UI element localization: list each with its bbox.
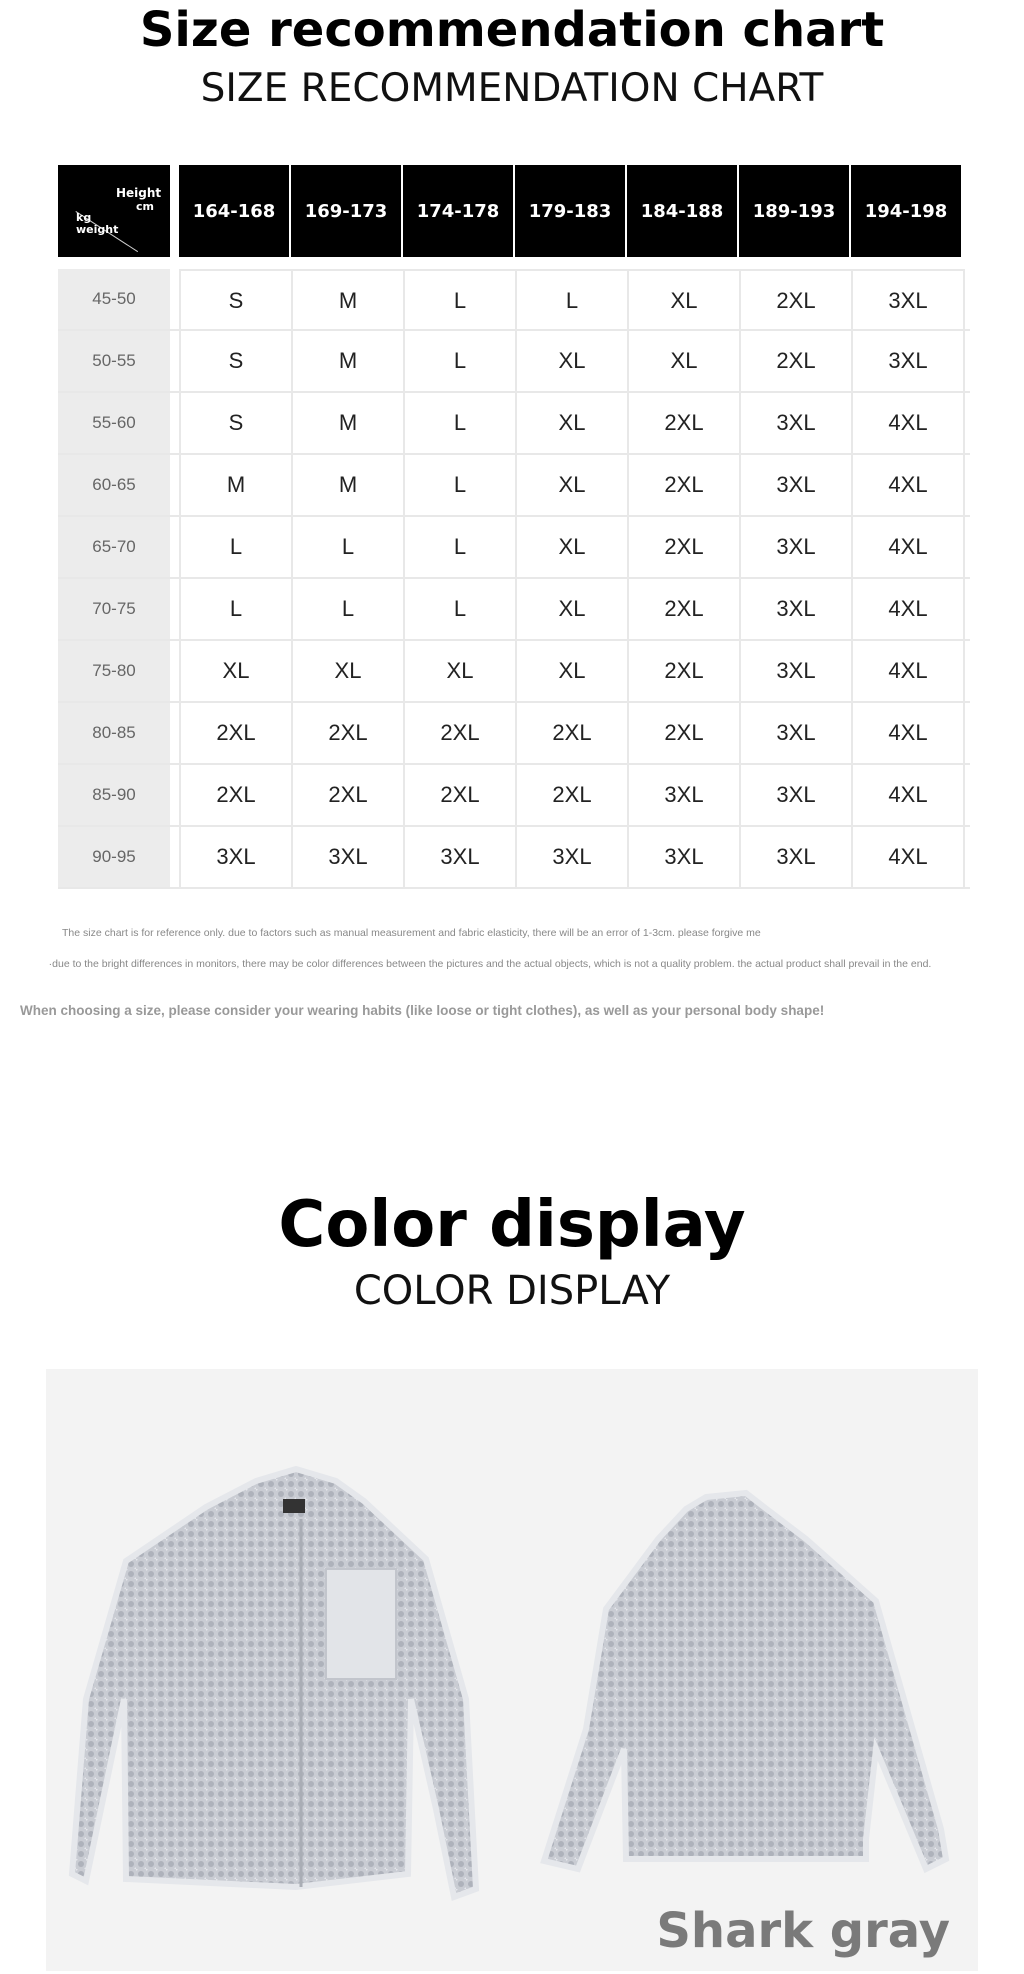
color-display-title: Color display bbox=[278, 1188, 746, 1262]
size-cell: 2XL bbox=[179, 765, 293, 825]
table-row bbox=[58, 455, 970, 517]
weight-row-header: 60-65 bbox=[58, 455, 170, 515]
size-cell: 2XL bbox=[629, 393, 741, 453]
table-row bbox=[58, 703, 970, 765]
size-note-measurement: The size chart is for reference only. due to factors such as manual measurement and fabric elasticity, there will be an error of 1-3cm. please forgive me bbox=[62, 927, 761, 939]
size-cell: M bbox=[293, 269, 405, 331]
size-cell: 2XL bbox=[405, 765, 517, 825]
size-cell: 2XL bbox=[629, 517, 741, 577]
size-cell: 2XL bbox=[741, 331, 853, 391]
size-cell: XL bbox=[517, 641, 629, 701]
size-cell: 3XL bbox=[517, 827, 629, 887]
size-cell: XL bbox=[629, 269, 741, 331]
size-cell: 2XL bbox=[629, 455, 741, 515]
size-cell: 2XL bbox=[517, 703, 629, 763]
size-cell: 4XL bbox=[853, 517, 965, 577]
size-cell: 2XL bbox=[293, 765, 405, 825]
product-photo bbox=[46, 1369, 978, 1971]
size-cell: 4XL bbox=[853, 641, 965, 701]
height-unit: cm bbox=[136, 200, 154, 213]
jacket-front bbox=[72, 1469, 476, 1897]
size-chart-subtitle: SIZE RECOMMENDATION CHART bbox=[200, 66, 824, 111]
size-cell: M bbox=[293, 331, 405, 391]
size-cell: L bbox=[405, 455, 517, 515]
weight-label: weight bbox=[76, 223, 119, 236]
table-row bbox=[58, 331, 970, 393]
size-cell: L bbox=[517, 269, 629, 331]
size-cell: 4XL bbox=[853, 455, 965, 515]
size-cell: 2XL bbox=[741, 269, 853, 331]
size-cell: XL bbox=[517, 455, 629, 515]
size-cell: M bbox=[293, 455, 405, 515]
size-cell: L bbox=[405, 579, 517, 639]
size-cell: 3XL bbox=[741, 703, 853, 763]
size-cell: S bbox=[179, 269, 293, 331]
height-label: Height bbox=[116, 186, 162, 200]
size-cell: XL bbox=[517, 579, 629, 639]
size-cell: S bbox=[179, 393, 293, 453]
weight-row-header: 50-55 bbox=[58, 331, 170, 391]
height-column-header: 184-188 bbox=[627, 165, 737, 257]
jacket-illustration bbox=[46, 1369, 978, 1971]
height-column-header: 169-173 bbox=[291, 165, 401, 257]
size-cell: XL bbox=[405, 641, 517, 701]
size-cell: 2XL bbox=[629, 703, 741, 763]
height-column-header: 164-168 bbox=[179, 165, 289, 257]
color-name-label: Shark gray bbox=[656, 1903, 950, 1959]
size-cell: 3XL bbox=[853, 331, 965, 391]
size-cell: XL bbox=[517, 517, 629, 577]
weight-row-header: 90-95 bbox=[58, 827, 170, 887]
size-cell: 3XL bbox=[853, 269, 965, 331]
color-display-subtitle: COLOR DISPLAY bbox=[353, 1268, 671, 1314]
size-cell: 2XL bbox=[293, 703, 405, 763]
size-cell: L bbox=[405, 331, 517, 391]
weight-row-header: 85-90 bbox=[58, 765, 170, 825]
size-cell: L bbox=[179, 517, 293, 577]
size-cell: 3XL bbox=[741, 455, 853, 515]
size-cell: 4XL bbox=[853, 827, 965, 887]
size-cell: 3XL bbox=[629, 765, 741, 825]
weight-row-header: 70-75 bbox=[58, 579, 170, 639]
size-cell: 3XL bbox=[741, 765, 853, 825]
table-row bbox=[58, 641, 970, 703]
size-cell: XL bbox=[517, 331, 629, 391]
size-table-body bbox=[58, 269, 970, 889]
size-cell: L bbox=[405, 269, 517, 331]
size-cell: 2XL bbox=[629, 641, 741, 701]
size-cell: M bbox=[293, 393, 405, 453]
size-cell: 4XL bbox=[853, 579, 965, 639]
size-cell: M bbox=[179, 455, 293, 515]
size-note-choosing: When choosing a size, please consider your wearing habits (like loose or tight clothes), as well as your personal body shape! bbox=[20, 1003, 825, 1018]
table-row bbox=[58, 765, 970, 827]
size-cell: 2XL bbox=[517, 765, 629, 825]
size-cell: L bbox=[179, 579, 293, 639]
weight-row-header: 65-70 bbox=[58, 517, 170, 577]
height-column-header: 194-198 bbox=[851, 165, 961, 257]
size-cell: 3XL bbox=[741, 393, 853, 453]
size-cell: L bbox=[293, 517, 405, 577]
weight-row-header: 55-60 bbox=[58, 393, 170, 453]
size-cell: 2XL bbox=[179, 703, 293, 763]
weight-row-header: 75-80 bbox=[58, 641, 170, 701]
size-table bbox=[58, 165, 970, 889]
size-cell: 3XL bbox=[179, 827, 293, 887]
size-cell: XL bbox=[293, 641, 405, 701]
size-cell: 4XL bbox=[853, 703, 965, 763]
table-row bbox=[58, 269, 970, 331]
jacket-back bbox=[544, 1493, 946, 1869]
size-cell: 2XL bbox=[405, 703, 517, 763]
size-cell: XL bbox=[179, 641, 293, 701]
size-cell: XL bbox=[517, 393, 629, 453]
size-cell: 3XL bbox=[741, 517, 853, 577]
size-note-monitor: ·due to the bright differences in monitors, there may be color differences between the pictures and the actual objects, which is not a quality problem. the actual product shall prevail in the end. bbox=[48, 958, 932, 970]
size-cell: L bbox=[293, 579, 405, 639]
weight-unit: kg bbox=[76, 211, 92, 224]
weight-row-header: 80-85 bbox=[58, 703, 170, 763]
size-cell: 3XL bbox=[629, 827, 741, 887]
table-row bbox=[58, 517, 970, 579]
size-cell: S bbox=[179, 331, 293, 391]
height-column-header: 179-183 bbox=[515, 165, 625, 257]
table-row bbox=[58, 393, 970, 455]
table-row bbox=[58, 827, 970, 889]
size-chart-title: Size recommendation chart bbox=[139, 2, 885, 58]
size-cell: 4XL bbox=[853, 393, 965, 453]
size-cell: 3XL bbox=[405, 827, 517, 887]
table-row bbox=[58, 579, 970, 641]
size-cell: L bbox=[405, 393, 517, 453]
size-cell: 3XL bbox=[741, 827, 853, 887]
size-cell: 2XL bbox=[629, 579, 741, 639]
header-corner-cell bbox=[58, 165, 170, 257]
size-cell: 3XL bbox=[741, 641, 853, 701]
height-column-header: 174-178 bbox=[403, 165, 513, 257]
weight-row-header: 45-50 bbox=[58, 269, 170, 329]
size-table-header bbox=[58, 165, 970, 257]
size-cell: 3XL bbox=[741, 579, 853, 639]
size-cell: XL bbox=[629, 331, 741, 391]
size-cell: 3XL bbox=[293, 827, 405, 887]
size-cell: L bbox=[405, 517, 517, 577]
size-cell: 4XL bbox=[853, 765, 965, 825]
height-column-header: 189-193 bbox=[739, 165, 849, 257]
